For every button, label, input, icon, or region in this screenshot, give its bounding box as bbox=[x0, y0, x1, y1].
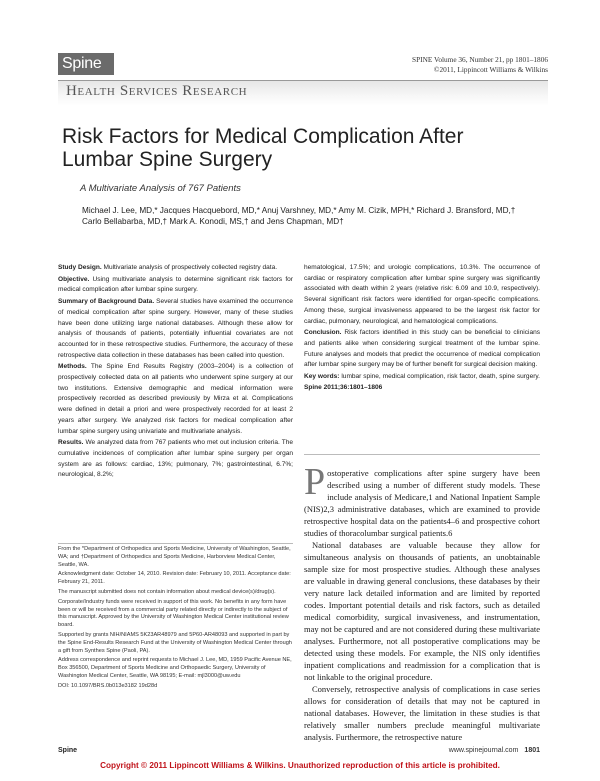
footnote-address: Address correspondence and reprint requests to Michael J. Lee, MD, 1959 Pacific Avenue NE, Box 356500, Department of Sports Medicine and Orthopaedic Surgery, University of Washington Medical Center, Seattle, WA 98195; E-mail: mjl3000@uw.edu bbox=[58, 657, 292, 679]
footer-journal: Spine bbox=[58, 747, 78, 754]
article-body bbox=[304, 461, 540, 743]
abstract-conclusion bbox=[304, 328, 540, 371]
citation-line-1: SPINE Volume 36, Number 21, pp 1801–1806 bbox=[412, 55, 548, 64]
footnote-support: Supported by grants NIH/NIAMS 5K23AR48979 and 5P60-AR48093 and supported in part by the Spine End-Results Research Fund at the University of Washington Medical Center through a gift from Synthes Spine (Paoli, PA). bbox=[58, 631, 292, 654]
abstract-study-design bbox=[58, 263, 293, 274]
footnote-funds: Corporate/Industry funds were received in support of this work. No benefits in any form have been or will be received from a commercial party related directly or indirectly to the subject of this manuscript. Approved by the University of Washington Medical Center institutional review board. bbox=[58, 598, 289, 629]
footnote-device: The manuscript submitted does not contain information about medical device(s)/drug(s). bbox=[58, 588, 276, 595]
abstract-objective bbox=[58, 275, 293, 296]
abstract-left-column bbox=[58, 263, 293, 482]
body-paragraph-2: National databases are valuable because they allow for simultaneous analysis on thousands of patients, an unobtainable sample size for most prospective studies. Although these analyses are valuable in drawing general conclusions, these databases by their very nature lack detailed information and are limited by reported codes. Important potential details and risk factors, such as detailed medical comorbidity, surgical invasiveness, and instrumentation, may not be captured and are not considered during these multivariate analyses. Furthermore, not all postoperative complications may be detected using these models. For example, the NIS only identifies inpatient complications and readmission for a complication that is not linkable to the original procedure. bbox=[304, 540, 540, 682]
abstract-background bbox=[58, 297, 293, 361]
conclusion-text: Risk factors identified in this study can be beneficial to clinicians and patients alike when considering surgical treatment of the lumbar spine. Future analyses and models that predict the occurrence of medical complication after lumbar spine surgery may be of further benefit for surgical decision making. bbox=[304, 329, 540, 369]
results-label: Results. bbox=[58, 439, 84, 447]
abstract-results bbox=[58, 438, 293, 481]
study-design-label: Study Design. bbox=[58, 264, 102, 271]
results-text: We analyzed data from 767 patients who met out inclusion criteria. The cumulative incidences of complication after lumbar spine surgery per organ system are as follows: cardiac, 13%; pulmonary, 7%; gastrointestinal, 6.7%; neurological, 8.2%; bbox=[58, 439, 293, 479]
background-text: Several studies have examined the occurrence of medical complication after spine surgery. However, many of these studies have been done utilizing large national databases. Although these allow for analysis of thousands of patients, potentially influential covariates are not accounted for in these retrospective studies. Furthermore, the accuracy of these retrospective data collection in these databases has been called into question. bbox=[58, 298, 293, 359]
section-label: Health Services Research bbox=[66, 83, 248, 99]
footnote-affiliation: From the *Department of Orthopedics and Sports Medicine, University of Washington, Seattle, WA; and †Department of Orthopedics and Sports Medicine, Harborview Medical Center, Seattle, WA. bbox=[58, 546, 291, 568]
abstract-methods bbox=[58, 362, 293, 437]
footnote-dates: Acknowledgment date: October 14, 2010. Revision date: February 10, 2011. Acceptance date: February 21, 2011. bbox=[58, 571, 291, 586]
abstract-citation: Spine 2011;36:1801–1806 bbox=[304, 383, 383, 391]
conclusion-label: Conclusion. bbox=[304, 329, 342, 337]
article-subtitle: A Multivariate Analysis of 767 Patients bbox=[80, 183, 241, 194]
copyright-notice: Copyright © 2011 Lippincott Williams & Wilkins. Unauthorized reproduction of this article is prohibited. bbox=[100, 761, 500, 770]
results-continued: hematological, 17.5%; and urologic complications, 10.3%. The occurrence of cardiac or respiratory complication after lumbar spine surgery was significantly associated with death within 2 years (relative risk: 6.09 and 10.9, respectively). Several significant risk factors were identified for organ-specific complications. Among these, surgical invasiveness appeared to be the largest risk factor for cardiac, pulmonary, neurological, and hematological complications. bbox=[304, 264, 540, 325]
page-number: 1801 bbox=[524, 747, 540, 754]
footnote-divider bbox=[58, 543, 293, 544]
abstract-keywords bbox=[304, 372, 540, 393]
body-paragraph-3: Conversely, retrospective analysis of complications in case series allows for consideration of details that may not be captured in national databases. However, the limitation in these studies is that relatively smaller numbers preclude meaningful multivariate analysis. Furthermore, the retrospective nature bbox=[304, 684, 540, 742]
study-design-text: Multivariate analysis of prospectively collected registry data. bbox=[103, 264, 278, 271]
journal-citation bbox=[412, 55, 548, 75]
body-paragraph-1: ostoperative complications after spine surgery have been described using a number of different study models. These include analysis of Medicare,1 and National Inpatient Sample (NIS)2,3 administrative databases, which are examined to provide retrospective hospital data on the patients4–6 and prospective cohort studies of thoracolumbar surgical patients.6 bbox=[304, 468, 540, 538]
keywords-label: Key words: bbox=[304, 373, 340, 381]
body-divider bbox=[304, 454, 540, 455]
footnotes bbox=[58, 546, 293, 693]
article-title: Risk Factors for Medical Complication After Lumbar Spine Surgery bbox=[62, 125, 464, 171]
keywords-text: lumbar spine, medical complication, risk factor, death, spine surgery. bbox=[341, 373, 540, 381]
methods-label: Methods. bbox=[58, 363, 87, 371]
footer-url: www.spinejournal.com bbox=[448, 747, 519, 754]
journal-logo: Spine bbox=[58, 53, 114, 75]
body-paragraph bbox=[304, 461, 540, 539]
background-label: Summary of Background Data. bbox=[58, 298, 155, 306]
methods-text: The Spine End Results Registry (2003–2004) is a collection of prospectively collected data on all patients who underwent spine surgery at our two institutions. Extensive demographic and medical information were prospectively recorded as described previously by Mirza et al. Complications were defined in detail a priori and were prospectively recorded for at least 2 years after surgery. We analyzed risk factors for medical complication after lumbar spine surgery using univariate and multivariate analysis. bbox=[58, 363, 294, 435]
author-list: Michael J. Lee, MD,* Jacques Hacquebord, MD,* Anuj Varshney, MD,* Amy M. Cizik, MPH,* Richard J. Bransford, MD,† Carlo Bellabarba, MD,† Mark A. Konodi, MS,† and Jens Chapman, MD† bbox=[82, 206, 516, 226]
footer-right bbox=[449, 747, 540, 754]
objective-label: Objective. bbox=[58, 275, 90, 283]
drop-cap: P bbox=[304, 461, 326, 503]
citation-line-2: ©2011, Lippincott Williams & Wilkins bbox=[433, 65, 548, 74]
abstract-right-column bbox=[304, 263, 540, 394]
footnote-doi: DOI: 10.1097/BRS.0b013e3182 19d28d bbox=[58, 682, 158, 689]
objective-text: Using multivariate analysis to determine significant risk factors for medical complication after lumbar spine surgery. bbox=[58, 275, 293, 294]
